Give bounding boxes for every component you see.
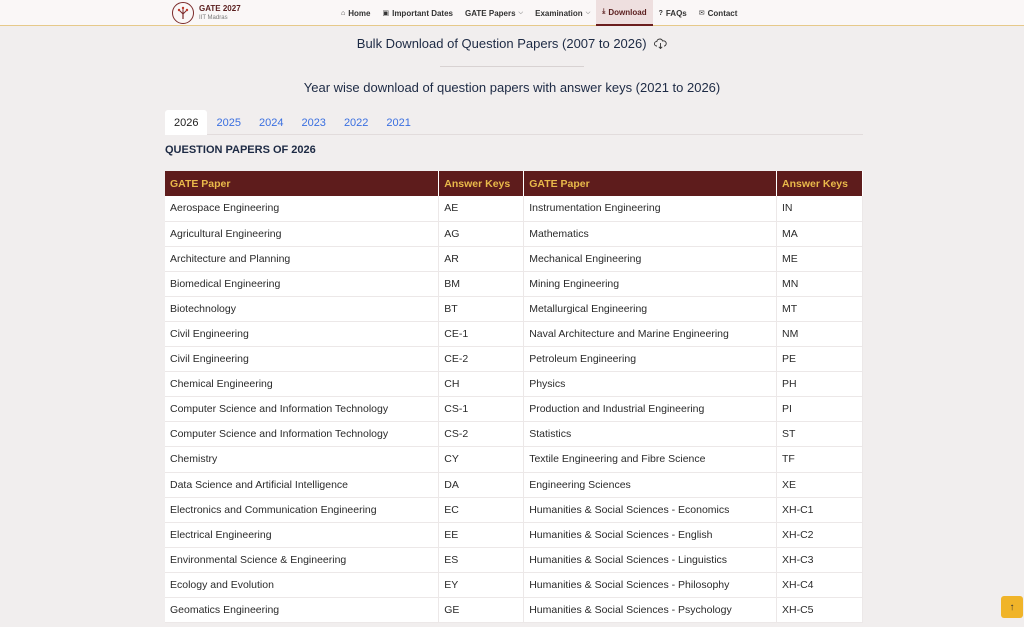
- logo-title: GATE 2027: [199, 4, 241, 13]
- answer-key-link[interactable]: XH-C2: [777, 522, 863, 547]
- paper-link[interactable]: Civil Engineering: [165, 321, 439, 346]
- paper-link[interactable]: Humanities & Social Sciences - Linguistics: [524, 547, 777, 572]
- nav-item-label: Examination: [535, 8, 583, 18]
- paper-link[interactable]: Civil Engineering: [165, 347, 439, 372]
- answer-key-link[interactable]: BM: [439, 271, 524, 296]
- nav-item-examination[interactable]: [529, 0, 596, 26]
- home-icon: ⌂: [341, 9, 346, 17]
- answer-key-link[interactable]: XH-C5: [777, 598, 863, 623]
- paper-link[interactable]: Chemical Engineering: [165, 372, 439, 397]
- answer-key-link[interactable]: EY: [439, 572, 524, 597]
- paper-link[interactable]: Chemistry: [165, 447, 439, 472]
- table-row: [165, 321, 863, 346]
- main-nav: [335, 0, 743, 26]
- paper-link[interactable]: Agricultural Engineering: [165, 221, 439, 246]
- answer-key-link[interactable]: GE: [439, 598, 524, 623]
- paper-link[interactable]: Ecology and Evolution: [165, 572, 439, 597]
- table-row: [165, 598, 863, 623]
- answer-key-link[interactable]: PE: [777, 347, 863, 372]
- tab-2026[interactable]: 2026: [165, 110, 207, 135]
- paper-link[interactable]: Geomatics Engineering: [165, 598, 439, 623]
- question-papers-table: [165, 171, 863, 623]
- mail-icon: ✉: [698, 10, 705, 17]
- paper-link[interactable]: Physics: [524, 372, 777, 397]
- tab-2023[interactable]: 2023: [301, 116, 326, 129]
- table-row: [165, 271, 863, 296]
- table-row: [165, 447, 863, 472]
- answer-key-link[interactable]: XH-C3: [777, 547, 863, 572]
- table-row: [165, 196, 863, 221]
- paper-link[interactable]: Data Science and Artificial Intelligence: [165, 472, 439, 497]
- answer-key-link[interactable]: BT: [439, 296, 524, 321]
- answer-key-link[interactable]: MA: [777, 221, 863, 246]
- paper-link[interactable]: Biotechnology: [165, 296, 439, 321]
- paper-link[interactable]: Engineering Sciences: [524, 472, 777, 497]
- paper-link[interactable]: Humanities & Social Sciences - Philosophy: [524, 572, 777, 597]
- answer-key-link[interactable]: CS-2: [439, 422, 524, 447]
- table-row: [165, 472, 863, 497]
- nav-item-faqs[interactable]: [653, 0, 693, 26]
- scroll-to-top-button[interactable]: [1001, 596, 1023, 618]
- answer-key-link[interactable]: CE-2: [439, 347, 524, 372]
- answer-key-link[interactable]: NM: [777, 321, 863, 346]
- logo-subtitle: IIT Madras: [199, 15, 228, 21]
- question-icon: ?: [658, 9, 663, 17]
- table-row: [165, 572, 863, 597]
- table-row: [165, 497, 863, 522]
- paper-link[interactable]: Computer Science and Information Technology: [165, 422, 439, 447]
- answer-key-link[interactable]: AG: [439, 221, 524, 246]
- table-header-row: [165, 171, 863, 196]
- answer-key-link[interactable]: CY: [439, 447, 524, 472]
- table-row: [165, 372, 863, 397]
- answer-key-link[interactable]: AE: [439, 196, 524, 221]
- paper-link[interactable]: Statistics: [524, 422, 777, 447]
- column-header: GATE Paper: [165, 171, 439, 196]
- arrow-up-icon: ↑: [1009, 601, 1015, 613]
- heading-divider: [440, 66, 584, 67]
- answer-key-link[interactable]: EC: [439, 497, 524, 522]
- answer-key-link[interactable]: PI: [777, 397, 863, 422]
- answer-key-link[interactable]: CS-1: [439, 397, 524, 422]
- answer-key-link[interactable]: AR: [439, 246, 524, 271]
- table-row: [165, 221, 863, 246]
- answer-key-link[interactable]: CH: [439, 372, 524, 397]
- table-row: [165, 397, 863, 422]
- paper-link[interactable]: Mining Engineering: [524, 271, 777, 296]
- answer-key-link[interactable]: MN: [777, 271, 863, 296]
- answer-key-link[interactable]: PH: [777, 372, 863, 397]
- top-navbar: [0, 0, 1024, 26]
- tab-2025[interactable]: 2025: [216, 116, 241, 129]
- paper-link[interactable]: Biomedical Engineering: [165, 271, 439, 296]
- section-title: QUESTION PAPERS OF 2026: [165, 144, 316, 156]
- paper-link[interactable]: Mathematics: [524, 221, 777, 246]
- answer-key-link[interactable]: EE: [439, 522, 524, 547]
- download-icon: ⤓: [602, 8, 606, 15]
- nav-item-gate-papers[interactable]: [459, 0, 529, 26]
- answer-key-link[interactable]: TF: [777, 447, 863, 472]
- answer-key-link[interactable]: ME: [777, 246, 863, 271]
- site-logo[interactable]: [172, 2, 241, 24]
- nav-item-download[interactable]: [596, 0, 652, 26]
- tab-2021[interactable]: 2021: [386, 116, 411, 129]
- bulk-download-heading: [0, 36, 1024, 51]
- tab-2022[interactable]: 2022: [343, 116, 369, 129]
- nav-item-label: Important Dates: [392, 8, 453, 18]
- answer-key-link[interactable]: XE: [777, 472, 863, 497]
- answer-key-link[interactable]: ST: [777, 422, 863, 447]
- answer-key-link[interactable]: IN: [777, 196, 863, 221]
- nav-item-label: Contact: [707, 8, 738, 18]
- nav-item-contact[interactable]: [693, 0, 744, 26]
- nav-item-label: Download: [608, 7, 647, 17]
- paper-link[interactable]: Electrical Engineering: [165, 522, 439, 547]
- tab-2024[interactable]: 2024: [258, 116, 284, 129]
- yearwise-heading: Year wise download of question papers with answer keys (2021 to 2026): [303, 80, 721, 95]
- answer-key-link[interactable]: CE-1: [439, 321, 524, 346]
- nav-item-label: Home: [348, 8, 371, 18]
- paper-link[interactable]: Aerospace Engineering: [165, 196, 439, 221]
- column-header: Answer Keys: [439, 171, 524, 196]
- chevron-down-icon: ⌵: [585, 9, 591, 16]
- table-row: [165, 246, 863, 271]
- paper-link[interactable]: Production and Industrial Engineering: [524, 397, 777, 422]
- answer-key-link[interactable]: XH-C1: [777, 497, 863, 522]
- table-row: [165, 296, 863, 321]
- paper-link[interactable]: Metallurgical Engineering: [524, 296, 777, 321]
- table-row: [165, 547, 863, 572]
- tree-logo-icon: [172, 2, 194, 24]
- table-row: [165, 522, 863, 547]
- paper-link[interactable]: Textile Engineering and Fibre Science: [524, 447, 777, 472]
- nav-item-label: FAQs: [665, 8, 687, 18]
- answer-key-link[interactable]: ES: [439, 547, 524, 572]
- answer-key-link[interactable]: DA: [439, 472, 524, 497]
- answer-key-link[interactable]: XH-C4: [777, 572, 863, 597]
- year-tabs: [165, 110, 863, 135]
- paper-link[interactable]: Humanities & Social Sciences - Economics: [524, 497, 777, 522]
- paper-link[interactable]: Humanities & Social Sciences - English: [524, 522, 777, 547]
- paper-link[interactable]: Environmental Science & Engineering: [165, 547, 439, 572]
- nav-item-label: GATE Papers: [465, 8, 516, 18]
- nav-item-important-dates[interactable]: [376, 0, 459, 26]
- table-row: [165, 347, 863, 372]
- paper-link[interactable]: Petroleum Engineering: [524, 347, 777, 372]
- calendar-icon: ▣: [382, 10, 390, 17]
- paper-link[interactable]: Instrumentation Engineering: [524, 196, 777, 221]
- nav-item-home[interactable]: [335, 0, 376, 26]
- column-header: GATE Paper: [524, 171, 777, 196]
- chevron-down-icon: ⌵: [518, 9, 524, 16]
- paper-link[interactable]: Architecture and Planning: [165, 246, 439, 271]
- cloud-download-icon[interactable]: [654, 37, 667, 51]
- paper-link[interactable]: Humanities & Social Sciences - Psychology: [524, 598, 777, 623]
- answer-key-link[interactable]: MT: [777, 296, 863, 321]
- bulk-download-title[interactable]: Bulk Download of Question Papers (2007 to 2026): [356, 36, 647, 51]
- table-row: [165, 422, 863, 447]
- paper-link[interactable]: Electronics and Communication Engineering: [165, 497, 439, 522]
- paper-link[interactable]: Naval Architecture and Marine Engineering: [524, 321, 777, 346]
- paper-link[interactable]: Computer Science and Information Technology: [165, 397, 439, 422]
- column-header: Answer Keys: [777, 171, 863, 196]
- paper-link[interactable]: Mechanical Engineering: [524, 246, 777, 271]
